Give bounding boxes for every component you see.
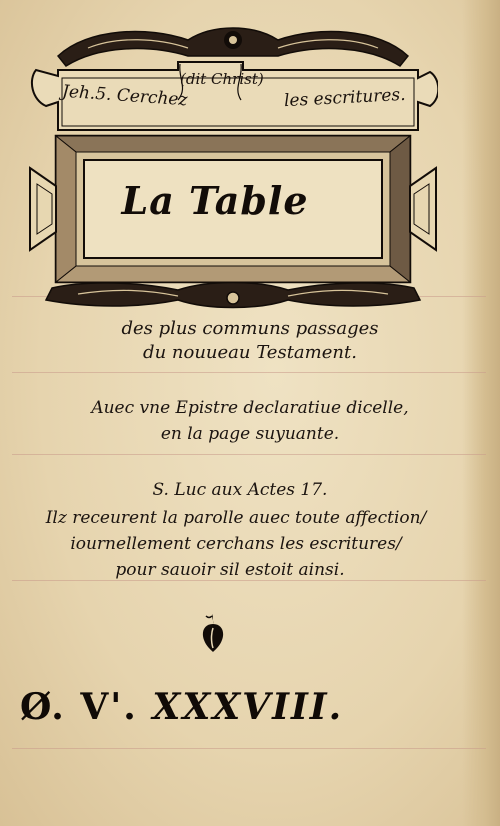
ruling-line: [12, 372, 486, 373]
banner-text-center: (dit Christ): [180, 70, 264, 88]
banner-text-left: Jeh.5. Cerchez: [61, 81, 189, 111]
woodcut-frame-drawing: [28, 18, 438, 310]
aldine-leaf-icon: [198, 610, 228, 654]
ruling-line: [12, 580, 486, 581]
signature-folio: [20, 686, 420, 728]
folio-part-2: XXXVIII.: [152, 686, 344, 728]
epistle-line-1: Auec vne Epistre declaratiue dicelle,: [91, 398, 409, 418]
page-title: La Table: [121, 178, 309, 223]
woodcut-title-frame: [28, 18, 438, 310]
scripture-reference: S. Luc aux Actes 17.: [152, 480, 328, 500]
banner-text-right: les escritures.: [283, 84, 407, 112]
subtitle-line-1: des plus communs passages: [121, 318, 379, 339]
epistle-line-2: en la page suyuante.: [160, 424, 340, 444]
folio-mark: Ø.: [20, 686, 66, 728]
quote-line-1: Ilz receurent la parolle auec toute affection/: [45, 508, 427, 528]
quote-line-3: pour sauoir sil estoit ainsi.: [115, 560, 345, 580]
subtitle-line-2: du nouueau Testament.: [143, 342, 357, 363]
ruling-line: [12, 748, 486, 749]
ruling-line: [12, 454, 486, 455]
quote-line-2: iournellement cerchans les escritures/: [70, 534, 402, 554]
folio-part-1: V'.: [80, 686, 138, 728]
